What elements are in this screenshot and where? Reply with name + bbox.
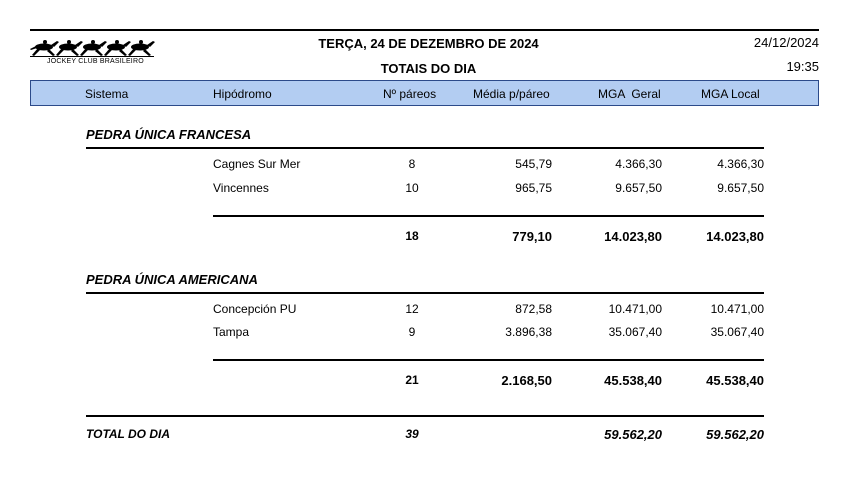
row-pareos: 8 [408, 157, 416, 171]
col-pareos: Nº páreos [383, 87, 437, 101]
subtotal-pareos: 18 [405, 229, 419, 243]
section-title: PEDRA ÚNICA FRANCESA [86, 127, 252, 142]
row-pareos: 10 [405, 181, 419, 195]
subtotal-media: 2.168,50 [501, 373, 552, 388]
print-time: 19:35 [786, 59, 819, 74]
row-hipodromo: Concepción PU [213, 302, 297, 316]
row-media: 3.896,38 [505, 325, 552, 339]
total-mga-geral: 59.562,20 [604, 427, 662, 442]
row-mga-local: 10.471,00 [710, 302, 764, 316]
total-pareos: 39 [405, 427, 419, 441]
col-hipodromo: Hipódromo [213, 87, 272, 101]
total-label: TOTAL DO DIA [86, 427, 170, 441]
total-rule [86, 415, 764, 417]
row-mga-geral: 10.471,00 [608, 302, 662, 316]
print-date: 24/12/2024 [753, 35, 819, 50]
subtotal-mga-local: 14.023,80 [706, 229, 764, 244]
subtotal-rule [213, 215, 764, 217]
row-media: 965,75 [515, 181, 552, 195]
col-media: Média p/páreo [473, 87, 550, 101]
section-title: PEDRA ÚNICA AMERICANA [86, 272, 258, 287]
row-media: 872,58 [515, 302, 552, 316]
row-mga-geral: 35.067,40 [608, 325, 662, 339]
row-pareos: 12 [405, 302, 419, 316]
column-header-bar [30, 80, 819, 106]
total-mga-local: 59.562,20 [706, 427, 764, 442]
row-mga-local: 9.657,50 [717, 181, 764, 195]
subtotal-mga-local: 45.538,40 [706, 373, 764, 388]
col-sistema: Sistema [85, 87, 129, 101]
row-media: 545,79 [515, 157, 552, 171]
report-subtitle: TOTAIS DO DIA [380, 61, 477, 76]
row-mga-geral: 4.366,30 [615, 157, 662, 171]
subtotal-pareos: 21 [405, 373, 419, 387]
subtotal-mga-geral: 14.023,80 [604, 229, 662, 244]
row-hipodromo: Tampa [213, 325, 250, 339]
row-hipodromo: Vincennes [213, 181, 269, 195]
col-mga-local: MGA Local [701, 87, 760, 101]
row-hipodromo: Cagnes Sur Mer [213, 157, 301, 171]
row-pareos: 9 [408, 325, 416, 339]
row-mga-geral: 9.657,50 [615, 181, 662, 195]
row-mga-local: 35.067,40 [710, 325, 764, 339]
report-date-title: TERÇA, 24 DE DEZEMBRO DE 2024 [318, 36, 539, 51]
top-rule [30, 29, 819, 31]
section-rule [86, 292, 764, 294]
logo-caption: JOCKEY CLUB BRASILEIRO [47, 58, 144, 65]
row-mga-local: 4.366,30 [717, 157, 764, 171]
col-mga-geral: MGA Geral [598, 87, 661, 101]
subtotal-media: 779,10 [512, 229, 552, 244]
subtotal-rule [213, 359, 764, 361]
section-rule [86, 147, 764, 149]
subtotal-mga-geral: 45.538,40 [604, 373, 662, 388]
